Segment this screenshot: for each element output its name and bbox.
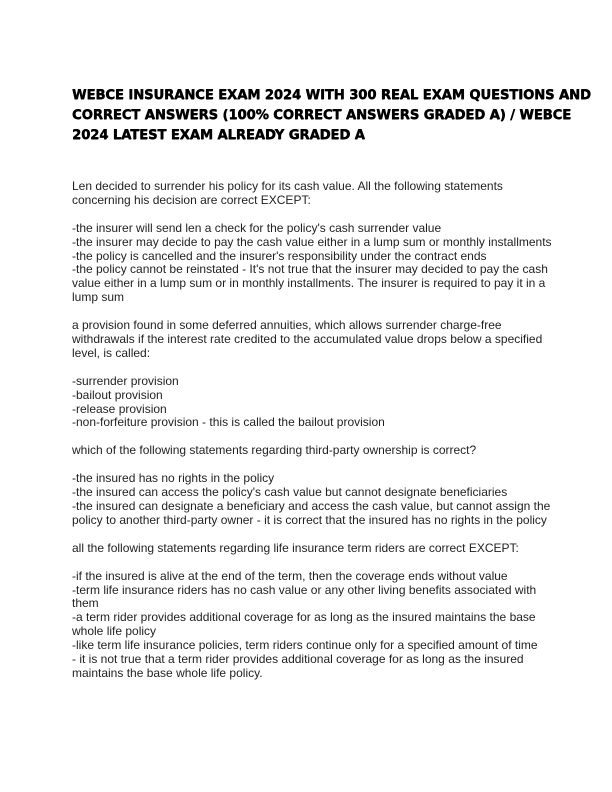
- answer-option: -bailout provision: [72, 387, 163, 402]
- answer-option: -the policy cannot be reinstated - It's not true that the insurer may decided to pay the cash value either in a lump sum or in monthly installments. The insurer is required to pay it in a lump sum: [72, 262, 548, 305]
- question-block: [72, 319, 552, 430]
- question-block: [72, 444, 552, 527]
- document-body: [72, 180, 552, 695]
- answer-option: -the insurer will send len a check for the policy's cash surrender value: [72, 220, 442, 235]
- answer-option: -a term rider provides additional coverage for as long as the insured maintains the base whole life policy: [72, 610, 536, 639]
- question-block: [72, 180, 552, 305]
- title-line: 2024 LATEST EXAM ALREADY GRADED A: [72, 128, 365, 143]
- answer-option: -like term life insurance policies, term riders continue only for a specified amount of time: [72, 638, 538, 653]
- answer-option: -the insured has no rights in the policy: [72, 471, 275, 486]
- document-title: [72, 86, 591, 146]
- answer-option: -the policy is cancelled and the insurer's responsibility under the contract ends: [72, 248, 487, 263]
- title-line: WEBCE INSURANCE EXAM 2024 WITH 300 REAL EXAM QUESTIONS AND: [72, 88, 591, 103]
- question-text: Len decided to surrender his policy for its cash value. All the following statements concerning his decision are correct EXCEPT:: [72, 179, 503, 207]
- answer-option: -the insurer may decide to pay the cash value either in a lump sum or monthly installments: [72, 234, 552, 249]
- question-text: which of the following statements regarding third-party ownership is correct?: [72, 443, 477, 458]
- title-line: CORRECT ANSWERS (100% CORRECT ANSWERS GRADED A) / WEBCE: [72, 108, 572, 123]
- answer-option: -if the insured is alive at the end of the term, then the coverage ends without value: [72, 568, 508, 583]
- question-text: all the following statements regarding life insurance term riders are correct EXCEPT:: [72, 540, 519, 555]
- answer-option: -non-forfeiture provision - this is called the bailout provision: [72, 415, 385, 430]
- question-text: a provision found in some deferred annuities, which allows surrender charge-free withdrawals if the interest rate credited to the accumulated value drops below a specified level, is called:: [72, 318, 543, 360]
- question-block: [72, 542, 552, 681]
- answer-option: -release provision: [72, 401, 167, 416]
- answer-option: -the insured can designate a beneficiary and access the cash value, but cannot assign the policy to another third-party owner - it is correct that the insured has no rights in the policy: [72, 498, 551, 527]
- answer-option: -the insured can access the policy's cash value but cannot designate beneficiaries: [72, 485, 508, 500]
- answer-option: -surrender provision: [72, 373, 179, 388]
- answer-option: - it is not true that a term rider provides additional coverage for as long as the insured maintains the base whole life policy.: [72, 652, 524, 680]
- answer-option: -term life insurance riders has no cash value or any other living benefits associated with them: [72, 582, 537, 611]
